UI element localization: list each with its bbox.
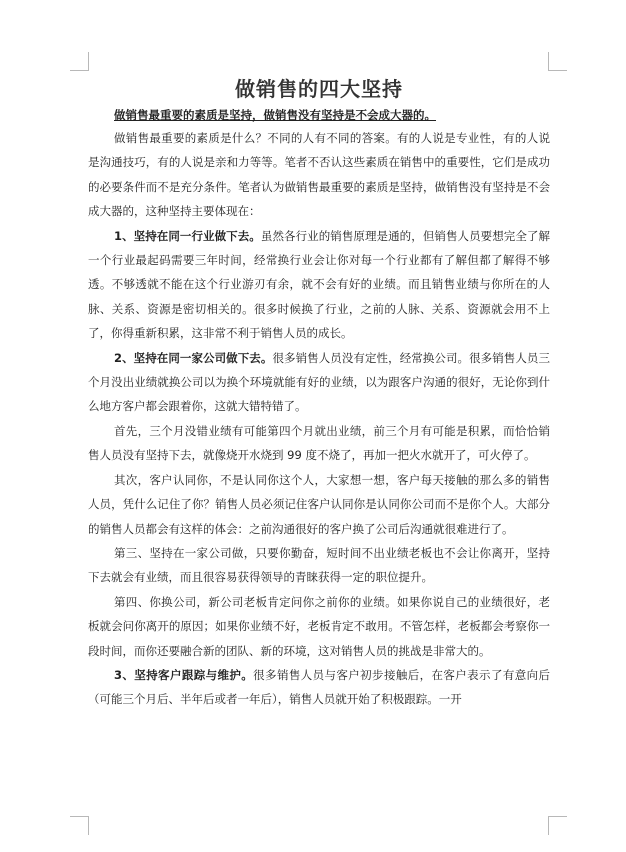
paragraph-third-reason: 第三、坚持在一家公司做，只要你勤奋，短时间不出业绩老板也不会让你离开，坚持下去就会有业绩，而且很容易获得领导的青睐获得一定的职位提升。 bbox=[88, 545, 550, 585]
paragraph-point-2: 2、坚持在同一家公司做下去。很多销售人员没有定性，经常换公司。很多销售人员三个月没出业绩就换公司以为换个环境就能有好的业绩，以为跟客户沟通的很好，无论你到什么地方客户都会跟着你，这就大错特错了。 bbox=[88, 350, 550, 414]
point-heading: 3、坚持客户跟踪与维护。 bbox=[114, 667, 254, 682]
paragraph-first-reason: 首先，三个月没错业绩有可能第四个月就出业绩，前三个月有可能是积累，而恰恰销售人员没有坚持下去，就像烧开水烧到 99 度不烧了，再加一把火水就开了，可火停了。 bbox=[88, 423, 550, 463]
document-subtitle: 做销售最重要的素质是坚持，做销售没有坚持是不会成大器的。 bbox=[114, 108, 436, 122]
page-corner-mark-top-right bbox=[548, 52, 567, 71]
page-corner-mark-bottom-right bbox=[548, 816, 567, 835]
paragraph-point-1: 1、坚持在同一行业做下去。虽然各行业的销售原理是通的，但销售人员要想完全了解一个行业最起码需要三年时间，经常换行业会让你对每一个行业都有了解但都了解得不够透。不够透就不能在这个行业游刃有余，就不会有好的业绩。而且销售业绩与你所在的人脉、关系、资源是密切相关的。很多时候换了行业，之前的人脉、关系、资源就会用不上了，你得重新积累，这非常不利于销售人员的成长。 bbox=[88, 228, 550, 341]
page-corner-mark-top-left bbox=[70, 52, 89, 71]
paragraph-second-reason: 其次，客户认同你，不是认同你这个人，大家想一想，客户每天接触的那么多的销售人员，凭什么记住了你？销售人员必须记住客户认同你是认同你公司而不是你个人。大部分的销售人员都会有这样的体会：之前沟通很好的客户换了公司后沟通就很难进行了。 bbox=[88, 472, 550, 536]
paragraph-intro: 做销售最重要的素质是什么？不同的人有不同的答案。有的人说是专业性，有的人说是沟通技巧，有的人说是亲和力等等。笔者不否认这些素质在销售中的重要性，它们是成功的必要条件而不是充分条件。笔者认为做销售最重要的素质是坚持，做销售没有坚持是不会成大器的，这种坚持主要体现在： bbox=[88, 131, 550, 219]
point-heading: 2、坚持在同一家公司做下去。 bbox=[114, 350, 273, 365]
document-page bbox=[88, 74, 550, 712]
point-heading: 1、坚持在同一行业做下去。 bbox=[114, 228, 261, 243]
document-title: 做销售的四大坚持 bbox=[235, 77, 403, 101]
paragraph-fourth-reason: 第四、你换公司，新公司老板肯定问你之前你的业绩。如果你说自己的业绩很好，老板就会问你离开的原因；如果你业绩不好，老板肯定不敢用。不管怎样，老板都会考察你一段时间，而你还要融合新的团队、新的环境，这对销售人员的挑战是非常大的。 bbox=[88, 594, 550, 658]
page-corner-mark-bottom-left bbox=[70, 816, 89, 835]
paragraph-point-3: 3、坚持客户跟踪与维护。很多销售人员与客户初步接触后，在客户表示了有意向后（可能三个月后、半年后或者一年后），销售人员就开始了积极跟踪。一开 bbox=[88, 667, 550, 707]
